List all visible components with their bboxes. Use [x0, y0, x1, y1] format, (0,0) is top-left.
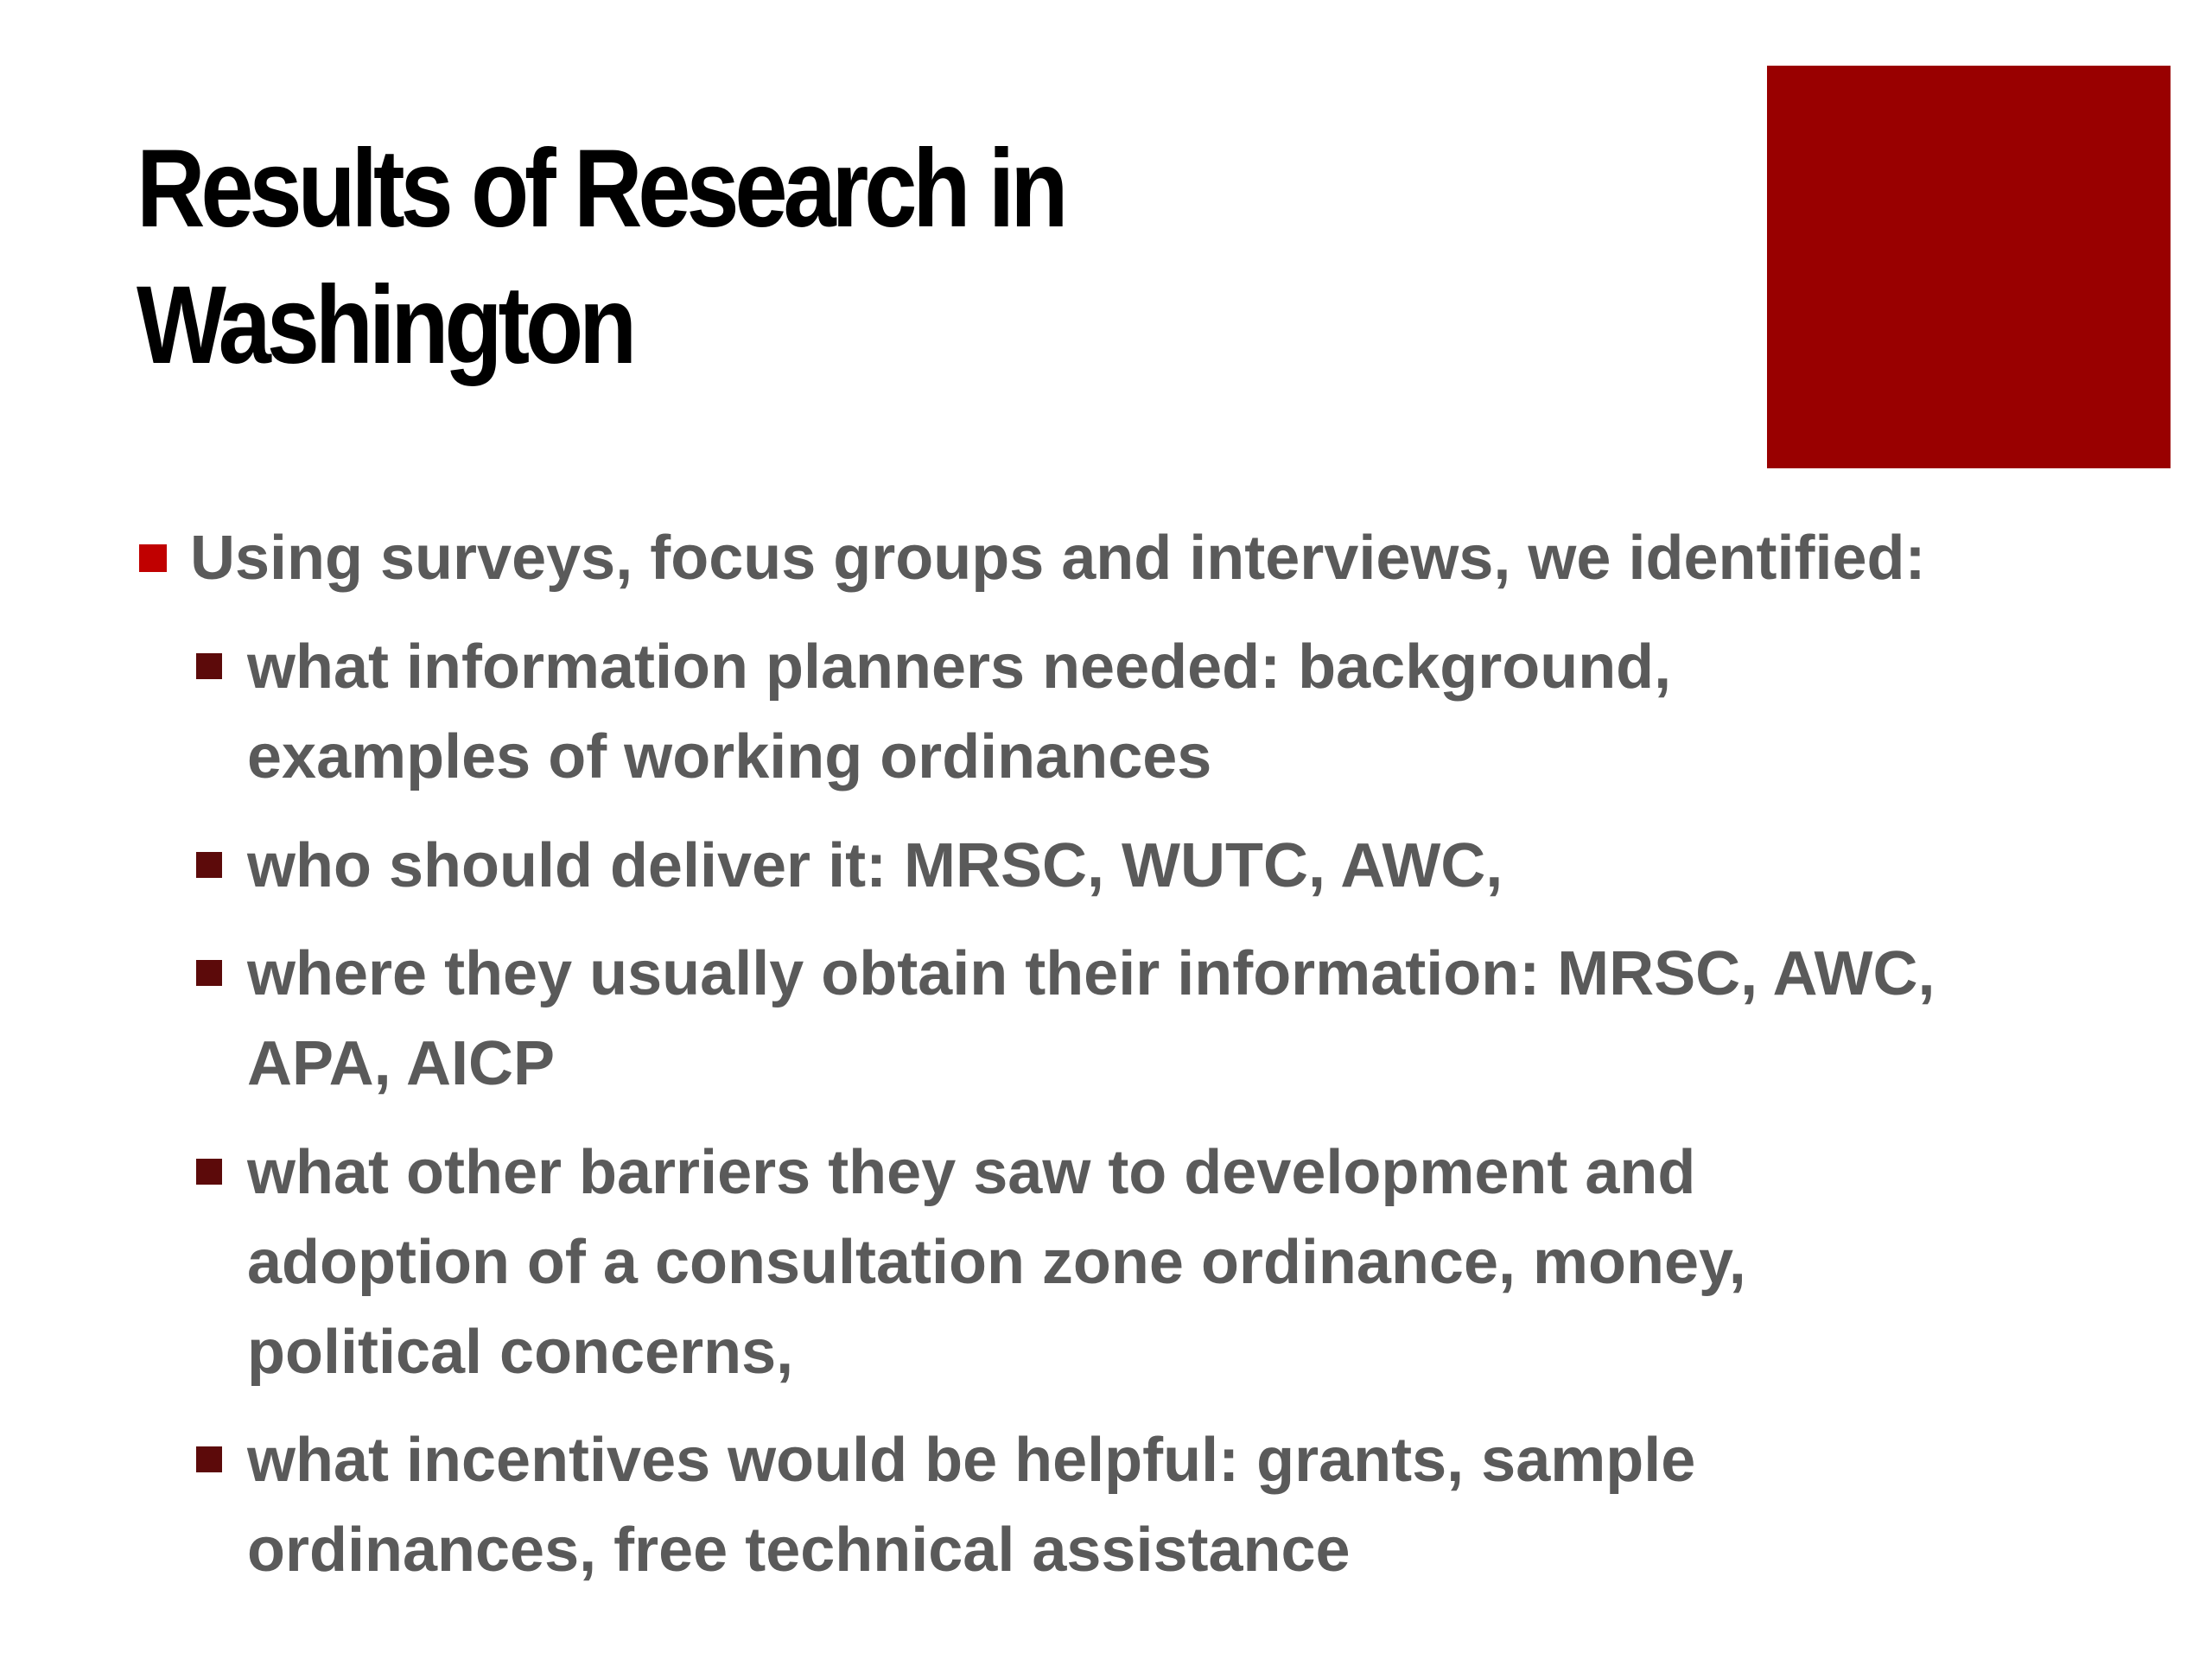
slide-title: Results of Research in Washington [137, 127, 1065, 387]
bullet-text: where they usually obtain their information: MRSC, AWC, APA, AICP [247, 939, 1936, 1098]
bullet-text: what incentives would be helpful: grants, sample ordinances, free technical assistance [247, 1426, 1696, 1585]
sub-bullet-item-3 [247, 929, 1936, 1109]
sub-bullet-item-1 [247, 622, 1671, 802]
bullet-text: what information planners needed: background, examples of working ordinances [247, 632, 1672, 791]
square-bullet-icon [196, 653, 222, 679]
sub-bullet-item-2 [247, 821, 1503, 911]
square-bullet-icon [196, 1446, 222, 1472]
sub-bullet-item-5 [247, 1415, 1695, 1595]
square-bullet-icon [139, 544, 167, 572]
square-bullet-icon [196, 960, 222, 986]
bullet-text: Using surveys, focus groups and interviews, we identified: [190, 524, 1926, 593]
bullet-text: who should deliver it: MRSC, WUTC, AWC, [247, 831, 1503, 900]
sub-bullet-item-4 [247, 1128, 1746, 1397]
square-bullet-icon [196, 852, 222, 878]
square-bullet-icon [196, 1159, 222, 1185]
bullet-text: what other barriers they saw to development and adoption of a consultation zone ordinance, money, political concerns, [247, 1138, 1746, 1387]
bullet-item-1 [190, 513, 1925, 603]
